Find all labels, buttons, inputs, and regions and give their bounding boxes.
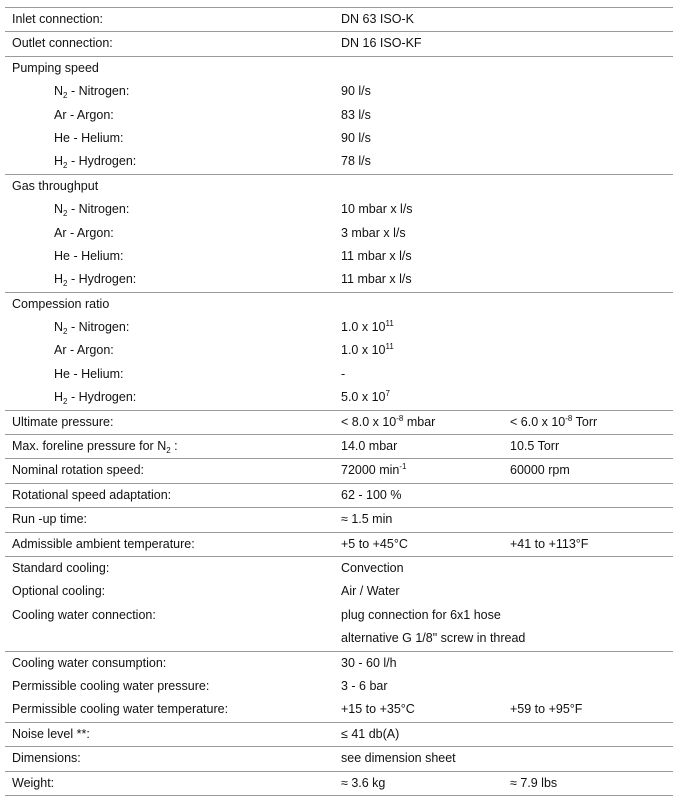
spec-value: ≈ 1.5 min — [341, 512, 393, 527]
spec-value-imperial: +59 to +95°F — [510, 702, 583, 717]
spec-row-cooling-water-temperature — [5, 698, 673, 721]
spec-row-pumping-speed-h2 — [5, 150, 673, 173]
spec-label: Ultimate pressure: — [12, 414, 114, 429]
spec-value: 62 - 100 % — [341, 487, 402, 502]
spec-value: 83 l/s — [341, 107, 371, 122]
spec-table — [5, 7, 673, 796]
spec-value-metric: +15 to +35°C — [341, 702, 415, 717]
spec-value-imperial: +41 to +113°F — [510, 536, 589, 551]
gas-label: $N_2$ - Nitrogen: — [54, 84, 130, 101]
gas-label: He - Helium: — [54, 248, 124, 263]
spec-row-gas-throughput-ar — [5, 222, 673, 245]
section-heading: Gas throughput — [12, 178, 99, 193]
gas-label: $H_2$ - Hydrogen: — [54, 154, 137, 171]
spec-row-compression-ar — [5, 339, 673, 362]
gas-label: Ar - Argon: — [54, 343, 114, 358]
spec-row-cooling-water-connection — [5, 604, 673, 627]
spec-value: 11 mbar x l/s — [341, 272, 412, 287]
gas-label: He - Helium: — [54, 130, 124, 145]
spec-value: DN 16 ISO-KF — [341, 36, 422, 51]
spec-row-speed-adaptation — [5, 483, 673, 507]
spec-value: 78 l/s — [341, 154, 371, 169]
spec-value-imperial: ≈ 7.9 lbs — [510, 775, 558, 790]
spec-row-cooling-water-consumption — [5, 651, 673, 675]
spec-label: Outlet connection: — [12, 36, 113, 51]
spec-value: alternative G 1/8" screw in thread — [341, 631, 526, 646]
spec-label: Admissible ambient temperature: — [12, 536, 195, 551]
spec-row-cooling-water-connection-alt — [5, 627, 673, 650]
gas-label: $N_2$ - Nitrogen: — [54, 202, 130, 219]
spec-value: ≤ 41 db(A) — [341, 726, 400, 741]
spec-row-weight — [5, 771, 673, 796]
spec-value: 10 mbar x l/s — [341, 202, 413, 217]
spec-value-metric: +5 to +45°C — [341, 536, 408, 551]
spec-row-optional-cooling — [5, 580, 673, 603]
spec-value: 30 - 60 l/h — [341, 655, 397, 670]
spec-row-compression-ratio — [5, 292, 673, 316]
spec-row-pumping-speed-ar — [5, 104, 673, 127]
spec-label: Noise level **: — [12, 726, 90, 741]
spec-row-gas-throughput-n2 — [5, 198, 673, 221]
spec-label: Dimensions: — [12, 751, 81, 766]
spec-value-metric: < 8.0 x $10^{-8}$ mbar — [341, 413, 436, 429]
spec-row-gas-throughput-he — [5, 245, 673, 268]
spec-value: 11 mbar x l/s — [341, 248, 412, 263]
gas-label: $H_2$ - Hydrogen: — [54, 272, 137, 289]
spec-row-compression-n2 — [5, 316, 673, 339]
spec-value: 3 - 6 bar — [341, 678, 388, 693]
spec-label: Rotational speed adaptation: — [12, 487, 172, 502]
spec-value: 1.0 x $10^{11}$ — [341, 319, 394, 335]
spec-label: Optional cooling: — [12, 584, 106, 599]
spec-row-noise-level — [5, 722, 673, 746]
spec-row-rotation-speed — [5, 458, 673, 482]
gas-label: $N_2$ - Nitrogen: — [54, 320, 130, 337]
spec-row-runup-time — [5, 507, 673, 531]
section-heading: Pumping speed — [12, 60, 99, 75]
spec-row-ambient-temperature — [5, 532, 673, 556]
spec-value-imperial: 10.5 Torr — [510, 439, 560, 454]
spec-label: Cooling water connection: — [12, 607, 156, 622]
spec-row-pumping-speed-he — [5, 127, 673, 150]
spec-row-foreline-pressure — [5, 434, 673, 458]
spec-row-cooling-water-pressure — [5, 675, 673, 698]
spec-row-ultimate-pressure — [5, 410, 673, 434]
spec-value-metric: 14.0 mbar — [341, 439, 398, 454]
spec-value: see dimension sheet — [341, 751, 456, 766]
gas-label: Ar - Argon: — [54, 107, 114, 122]
spec-value-imperial: 60000 rpm — [510, 463, 570, 478]
spec-label: Run -up time: — [12, 512, 88, 527]
gas-label: Ar - Argon: — [54, 225, 114, 240]
spec-row-dimensions — [5, 746, 673, 770]
spec-value: 3 mbar x l/s — [341, 225, 406, 240]
spec-label: Weight: — [12, 775, 55, 790]
spec-value: 1.0 x $10^{11}$ — [341, 342, 394, 358]
gas-label: He - Helium: — [54, 366, 124, 381]
spec-value: 90 l/s — [341, 84, 371, 99]
spec-row-inlet — [5, 7, 673, 31]
spec-value-imperial: < 6.0 x $10^{-8}$ Torr — [510, 413, 598, 429]
spec-value: Air / Water — [341, 584, 400, 599]
spec-label: Inlet connection: — [12, 12, 104, 26]
spec-value: Convection — [341, 560, 404, 575]
spec-label: Permissible cooling water pressure: — [12, 678, 210, 693]
gas-label: $H_2$ - Hydrogen: — [54, 390, 137, 407]
spec-row-compression-he — [5, 363, 673, 386]
section-heading: Compession ratio — [12, 296, 110, 311]
spec-value-metric: ≈ 3.6 kg — [341, 775, 386, 790]
spec-label: Nominal rotation speed: — [12, 463, 145, 478]
spec-row-pumping-speed — [5, 56, 673, 80]
spec-value: 5.0 x $10^7$ — [341, 389, 390, 405]
spec-label: Max. foreline pressure for $N_2$ : — [12, 439, 178, 456]
spec-value: - — [341, 366, 346, 381]
spec-value: DN 63 ISO-K — [341, 12, 414, 26]
spec-row-pumping-speed-n2 — [5, 80, 673, 103]
spec-label: Cooling water consumption: — [12, 655, 167, 670]
spec-row-compression-h2 — [5, 386, 673, 409]
spec-row-gas-throughput-h2 — [5, 268, 673, 291]
spec-label: Permissible cooling water temperature: — [12, 702, 229, 717]
spec-value: plug connection for 6x1 hose — [341, 607, 501, 622]
spec-value: 90 l/s — [341, 130, 371, 145]
spec-row-standard-cooling — [5, 556, 673, 580]
spec-row-gas-throughput — [5, 174, 673, 198]
spec-row-outlet — [5, 31, 673, 55]
spec-value-metric: 72000 $\min^{-1}$ — [341, 462, 407, 478]
spec-label: Standard cooling: — [12, 560, 110, 575]
